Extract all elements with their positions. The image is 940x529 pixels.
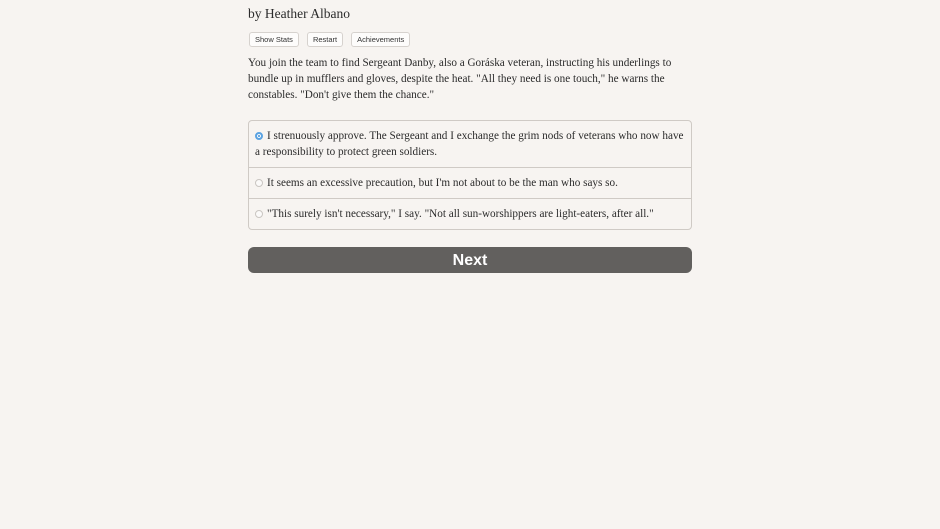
story-passage: You join the team to find Sergeant Danby, also a Goráska veteran, instructing his underlings to bundle up in mufflers and gloves, despite the heat. "All they need is one touch," he warns the constables. "Don't give them the chance." [248, 57, 672, 101]
choice-list [248, 120, 692, 230]
author-byline: by Heather Albano [248, 6, 350, 21]
achievements-button[interactable]: Achievements [351, 32, 410, 47]
radio-selected-icon[interactable] [255, 132, 263, 140]
choice-option-1[interactable] [249, 121, 691, 167]
choice-label: "This surely isn't necessary," I say. "Not all sun-worshippers are light-eaters, after all." [267, 208, 654, 220]
choice-label: It seems an excessive precaution, but I'm not about to be the man who says so. [267, 177, 618, 189]
choice-option-3[interactable] [249, 198, 691, 229]
choice-label: I strenuously approve. The Sergeant and I exchange the grim nods of veterans who now have a responsibility to protect green soldiers. [255, 130, 684, 158]
restart-button[interactable]: Restart [307, 32, 343, 47]
show-stats-button[interactable]: Show Stats [249, 32, 299, 47]
toolbar [249, 32, 410, 47]
next-button[interactable]: Next [248, 247, 692, 273]
choice-option-2[interactable] [249, 167, 691, 198]
radio-unselected-icon[interactable] [255, 210, 263, 218]
radio-unselected-icon[interactable] [255, 179, 263, 187]
